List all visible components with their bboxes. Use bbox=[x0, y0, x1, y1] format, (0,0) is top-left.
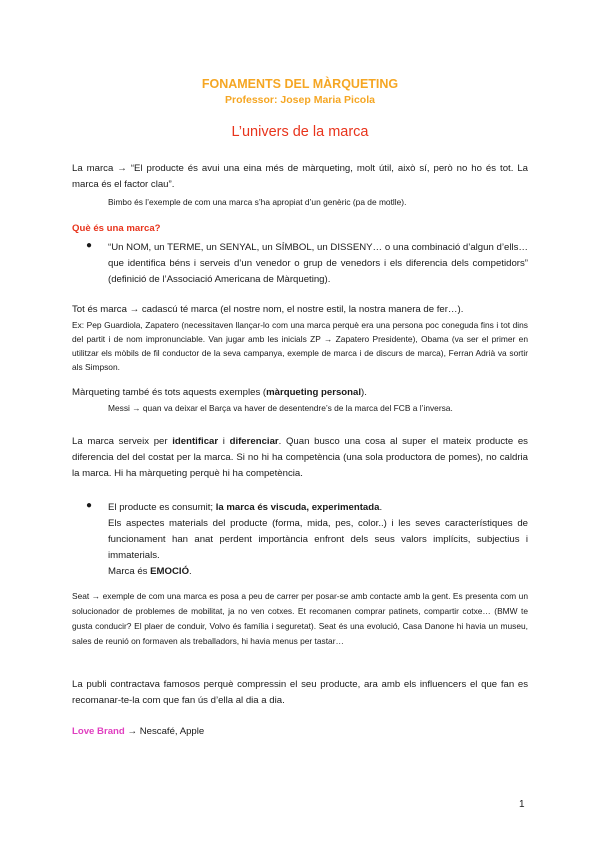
consumit-first-line bbox=[108, 500, 528, 516]
paragraph-la-marca bbox=[72, 161, 528, 193]
la-marca-lead: La marca bbox=[72, 163, 114, 174]
professor-line: Professor: Josep Maria Picola bbox=[225, 94, 375, 106]
serveix-after: . Quan busco una cosa al super el mateix producte es diferencia del del costat per la marca. Si no hi ha competència (una sola productora de pomes), no caldria la marca. Hi ha màrqueting perquè hi ha competència. bbox=[72, 436, 528, 479]
mp-after: ). bbox=[361, 387, 367, 398]
seat-block: Seat → exemple de com una marca es posa a peu de carrer per posar-se amb contacte amb la gent. Es presenta com un solucionador de problemes de mobilitat, ja no ven cotxes. Et recomanen comprar patinets, compartir cotxe… (BMW te gusta conducir? El plaer de conduir, Volvo és família i seguretat). Seat és una evolució, Casa Danone hi havia un museu, sales de reunió on formaven als treballadors, hi havia menus per tastar… bbox=[72, 591, 528, 646]
consumit-first-bold: la marca és viscuda, experimentada bbox=[215, 502, 380, 513]
paragraph-marqueting-personal bbox=[72, 385, 528, 401]
consumit-last-bold: EMOCIÓ bbox=[150, 566, 190, 577]
serveix-bold1: identificar bbox=[172, 436, 219, 447]
love-brand-label: Love Brand bbox=[72, 726, 125, 737]
paragraph-tot-es-marca: Tot és marca → cadascú té marca (el nostre nom, el nostre estil, la nostra manera de fer…). bbox=[72, 304, 464, 315]
arrow-glyph: → bbox=[113, 163, 131, 174]
note-bimbo: Bimbo és l’exemple de com una marca s’ha apropiat d’un genèric (pa de motlle). bbox=[108, 197, 407, 207]
bullet-definicio: “Un NOM, un TERME, un SENYAL, un SÍMBOL, un DISSENY… o una combinació d’algun d’ells… que identifica béns i serveis d’un venedor o grup de venedors i els diferencia dels competidors” (definició de l’Associació Americana de Màrqueting). bbox=[108, 242, 528, 285]
bullet-consumit bbox=[108, 500, 528, 580]
consumit-body: Els aspectes materials del producte (forma, mida, pes, color..) i les seves característiques de funcionament han anat perdent importància enfront dels seus valors implícits, subjectius i immaterials. bbox=[108, 518, 528, 561]
serveix-bold2: diferenciar bbox=[229, 436, 279, 447]
love-brand-line bbox=[72, 724, 528, 740]
consumit-last-line bbox=[108, 564, 528, 580]
consumit-first-after: . bbox=[379, 502, 383, 513]
note-messi: Messi → quan va deixar el Barça va haver de desentendre’s de la marca del FCB a l’inversa. bbox=[108, 403, 453, 413]
paragraph-identificar bbox=[72, 434, 528, 482]
examples-block: Ex: Pep Guardiola, Zapatero (necessitaven llançar-lo com una marca perquè era una persona poc coneguda fins i tot dins del partit i de nom impronunciable. Van jugar amb les inicials ZP → Zapatero Presidente), Obama (va ser el primer en utilitzar els mòbils de fil conductor de la seva campanya, exemple de marca i de discurs de marca), Ferran Adrià va sortir als Simpson. bbox=[72, 320, 528, 372]
serveix-mid: i bbox=[218, 436, 230, 447]
mp-before: Màrqueting també és tots aquests exemples ( bbox=[72, 387, 267, 398]
consumit-last-before: Marca és bbox=[108, 566, 151, 577]
serveix-before: La marca serveix per bbox=[72, 436, 173, 447]
mp-bold: màrqueting personal bbox=[266, 387, 361, 398]
page-number: 1 bbox=[519, 799, 525, 810]
paragraph-publi: La publi contractava famosos perquè compressin el seu producte, ara amb els influencers el que fan es recomanar-te-la com que fan ús d’ella al dia a dia. bbox=[72, 679, 528, 706]
section-title: L’univers de la marca bbox=[231, 124, 369, 140]
consumit-last-after: . bbox=[189, 566, 192, 577]
consumit-first-before: El producte es consumit; bbox=[108, 502, 216, 513]
bullet-icon: ● bbox=[86, 500, 93, 511]
document-title: FONAMENTS DEL MÀRQUETING bbox=[201, 77, 399, 91]
que-es-heading: Què és una marca? bbox=[72, 223, 161, 234]
bullet-icon: ● bbox=[86, 240, 93, 251]
la-marca-quote: “El producte és avui una eina més de màrqueting, molt útil, això sí, però no ho és tot. La marca és el factor clau”. bbox=[72, 163, 528, 190]
love-brand-rest: → Nescafé, Apple bbox=[124, 726, 205, 737]
